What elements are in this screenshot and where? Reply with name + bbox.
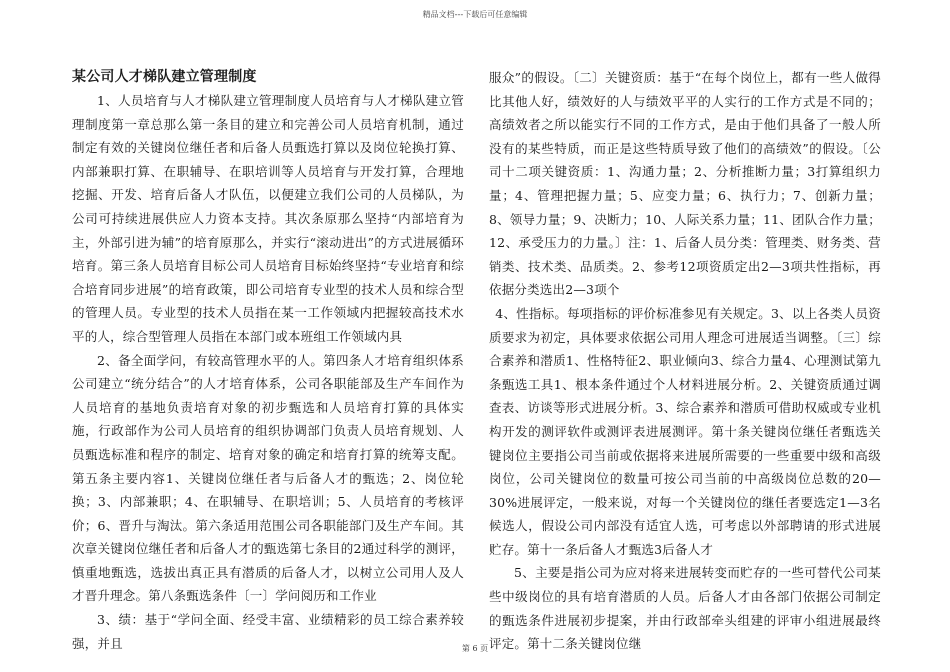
body-paragraph-2: 2、备全面学问，有较高管理水平的人。第四条人才培育组织体系公司建立“统分结合”的人才培育体系，公司各职能部及生产车间作为人员培育的基地负责培育对象的初步甄选和人员培育打算的具体实施，行政部作为公司人员培育的组织协调部门负责人员培育规划、人员甄选标准和程序的制定、培育对象的确定和培育打算的统筹支配。第五条主要内容1、关键岗位继任者与后备人才的甄选；2、岗位轮换；3、内部兼职；4、在职辅导、在职培训；5、人员培育的考核评价；6、晋升与淘汰。第六条适用范围公司各职能部门及生产车间。其次章关键岗位继任者和后备人才的甄选第七条目的2通过科学的测评，慎重地甄选，选拔出真正具有潜质的后备人才，以树立公司用人及人才晋升理念。第八条甄选条件〔一〕学问阅历和工作业: [72, 352, 464, 604]
left-column: [72, 66, 464, 655]
body-paragraph-5: 5、主要是指公司为应对将来进展转变而贮存的一些可替代公司某些中级岗位的具有培育潜质的人员。后备人才由各部门依据公司制定的甄选条件进展初步提案，并由行政部牵头组建的评审小组进展最终评定。第十二条关键岗位继: [489, 565, 881, 652]
body-paragraph-3: 3、绩：基于“学问全面、经受丰富、业绩精彩的员工综合素养较强，并且: [72, 612, 464, 651]
body-paragraph-continued: 服众”的假设。〔二〕关键资质：基于“在每个岗位上，都有一些人做得比其他人好，绩效好的人与绩效平平的人实行的工作方式是不同的；高绩效者之所以能实行不同的工作方式，是由于他们具备了一般人所没有的某些特质，而正是这些特质导致了他们的高绩效”的假设。〔公司十二项关键资质：1、沟通力量；2、分析推断力量；3打算组织力量；4、管理把握力量；5、应变力量；6、执行力；7、创新力量；8、领导力量；9、决断力；10、人际关系力量；11、团队合作力量；12、承受压力的力量。〕注：1、后备人员分类：管理类、财务类、营销类、技术类、品质类。2、参考12项资质定出2—3项共性指标，再依据分类选出2—3项个: [489, 70, 881, 298]
right-column: [489, 66, 881, 656]
body-paragraph-4: 4、性指标。每项指标的评价标准参见有关规定。3、以上各类人员资质要求为初定，具体要求依据公司用人理念可进展适当调整。〔三〕综合素养和潜质1、性格特征2、职业倾向3、综合力量4、心理测试第九条甄选工具1、根本条件通过个人材料进展分析。2、关键资质通过调查表、访谈等形式进展分析。3、综合素养和潜质可借助权威或专业机构开发的测评软件或测评表进展测评。第十条关键岗位继任者甄选关键岗位主要指公司当前或依据将来进展所需要的一些重要中级和高级岗位，公司关键岗位的数量可按公司当前的中高级岗位总数的20—30%进展评定，一般来说，对每一个关键岗位的继任者要选定1—3名候选人，假设公司内部没有适宜人选，可考虑以外部聘请的形式进展贮存。第十一条后备人才甄选3后备人才: [489, 305, 881, 557]
document-title: 某公司人才梯队建立管理制度: [72, 69, 257, 85]
page-number: 第 6 页: [461, 644, 489, 653]
header-note: 精品文档---下载后可任意编辑: [422, 10, 528, 19]
body-paragraph-1: 1、人员培育与人才梯队建立管理制度人员培育与人才梯队建立管理制度第一章总那么第一条目的建立和完善公司人员培育机制，通过制定有效的关键岗位继任者和后备人员甄选打算以及岗位轮换打算、内部兼职打算、在职辅导、在职培训等人员培育与开发打算，合理地挖掘、开发、培育后备人才队伍，以便建立我们公司的人员梯队，为公司可持续进展供应人力资本支持。其次条原那么坚持“内部培育为主，外部引进为辅”的培育原那么，并实行“滚动进出”的方式进展循环培育。第三条人员培育目标公司人员培育目标始终坚持“专业培育和综合培育同步进展”的培育政策，即公司培育专业型的技术人员和综合型的管理人员。专业型的技术人员指在某一工作领域内把握较高技术水平的人，综合型管理人员指在本部门或本班组工作领域内具: [72, 93, 464, 344]
